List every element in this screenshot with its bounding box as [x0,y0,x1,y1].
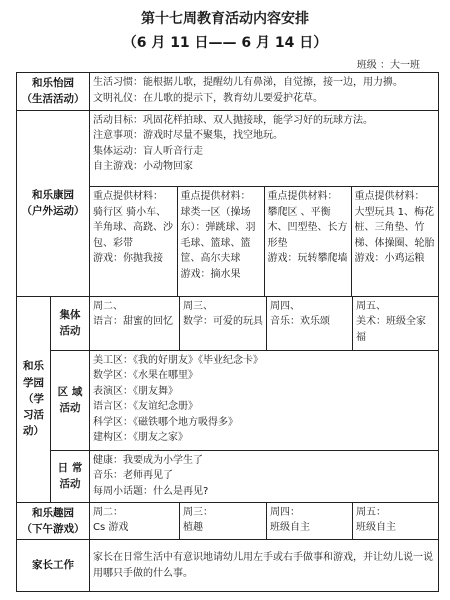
outdoor-goals [90,111,438,187]
row-parent-work [17,540,439,592]
life-content [90,73,439,111]
row-afternoon-game [17,502,439,540]
daily-content [90,450,439,502]
schedule-table [16,72,439,592]
sub-label-daily: 日 常 活动 [51,450,90,502]
section-label-parent: 家长工作 [17,540,90,592]
area-item: 科学区：《磁铁哪个地方吸得多》 [93,416,238,428]
area-item: 美工区：《我的好朋友》《毕业纪念卡》 [93,354,263,366]
life-item: 文明礼仪：在儿歌的提示下，教育幼儿要爱护花草。 [93,92,323,104]
page-title: 第十七周教育活动内容安排 [141,11,309,27]
group-day-cell: 周四、 音乐：欢乐颂 [267,296,353,350]
group-day-cell: 周三、 数学：可爱的玩具 [180,296,267,350]
daily-item: 健康：我要成为小学生了 [93,454,203,466]
game-day-cell: 周二： Cs 游戏 [90,502,180,540]
row-life [17,73,439,111]
outdoor-item: 注意事项：游戏时尽量不聚集，找空地玩。 [93,130,283,142]
area-item: 表演区：《朋友舞》 [93,385,178,397]
material-cell: 重点提供材料： 大型玩具 1、梅花桩、三角垫、竹梯、体操圈、轮胎 游戏：小鸡运粮 [351,187,438,296]
daily-item: 音乐：老师再见了 [93,470,173,482]
group-day-cell: 周五、 美术：班级全家福 [353,296,439,350]
life-item: 生活习惯：能根据儿歌，提醒幼儿有鼻涕，自觉擦，接一边，用力擤。 [93,77,403,88]
parent-content: 家长在日常生活中有意识地请幼儿用左手或右手做事和游戏，并让幼儿说一说用哪只手做的什么事。 [90,540,439,592]
outdoor-item: 自主游戏：小动物回家 [93,161,193,173]
game-day-cell: 周四： 班级自主 [267,502,353,540]
row-daily-activity [17,450,439,502]
sub-label-group: 集体 活动 [51,296,90,350]
material-cell: 重点提供材料： 骑行区 骑小车、羊角球、高跷、沙包、彩带 游戏：你抛我接 [90,187,177,296]
section-label-game: 和乐趣园 （下午游戏） [17,502,90,540]
game-day-cell: 周五： 班级自主 [353,502,439,540]
section-label-life: 和乐怡园 （生活活动） [17,73,90,111]
outdoor-item: 活动目标：巩固花样拍球、双人抛接球，能学习好的玩球方法。 [93,114,373,126]
daily-item: 每周小话题：什么是再见? [93,485,209,497]
material-cell: 重点提供材料： 攀爬区 、平衡木、凹型垫、长方形垫 游戏：玩转攀爬墙 [264,187,351,296]
area-item: 建构区：《朋友之家》 [93,432,188,444]
section-label-outdoor: 和乐康园 （户外运动） [17,110,90,296]
game-day-cell: 周三： 植趣 [180,502,267,540]
class-label: 班级 ：大一班 [356,60,420,71]
date-range: （6 月 11 日—— 6 月 14 日） [122,35,328,51]
area-item: 语言区：《友谊纪念册》 [93,401,198,413]
area-content [90,350,439,450]
area-item: 数学区：《水果在哪里》 [93,370,198,382]
outdoor-content [90,110,439,296]
outdoor-item: 集体运动：盲人听音行走 [93,145,203,157]
sub-label-area: 区 域 活动 [51,350,90,450]
row-group-activity [17,296,439,350]
material-cell: 重点提供材料： 球类一区（操场东）：弹跳球、羽毛球、篮球、篮筐、高尔夫球 游戏：摘水果 [177,187,264,296]
section-label-learning: 和乐 学园 （学 习活 动） [17,296,51,502]
row-outdoor [17,110,439,296]
row-area-activity [17,350,439,450]
group-day-cell: 周二、 语言：甜蜜的回忆 [90,296,180,350]
